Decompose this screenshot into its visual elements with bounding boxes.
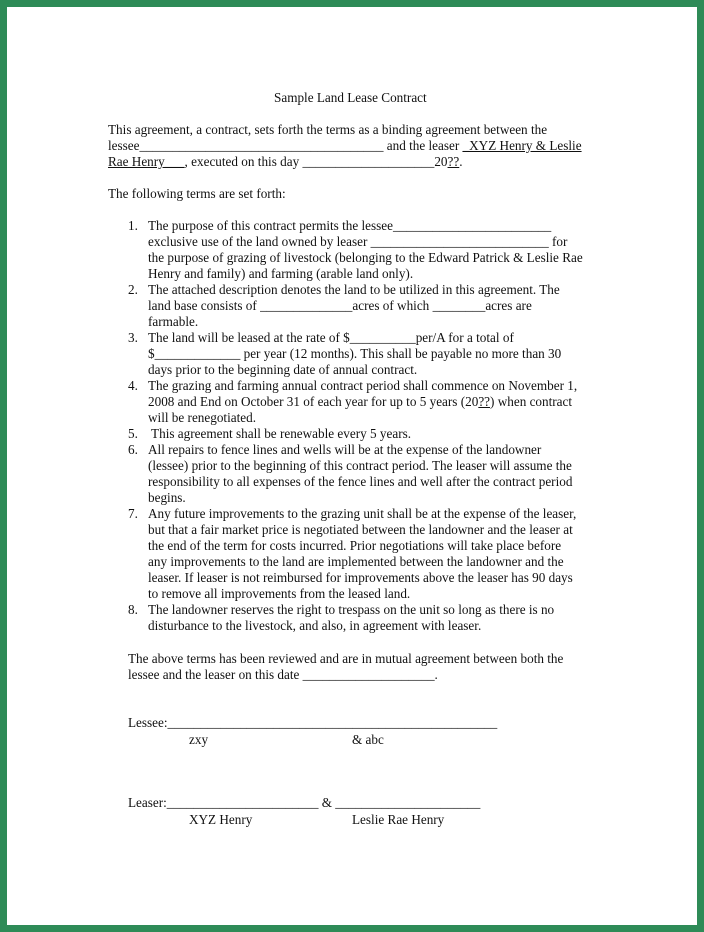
- term-1-number: 1.: [128, 218, 138, 233]
- intro-line-3-suffix: , executed on this day ____________________20: [184, 154, 448, 169]
- term-6-line: begins.: [148, 490, 186, 505]
- term-7-line: Any future improvements to the grazing unit shall be at the expense of the leaser,: [148, 506, 577, 521]
- term-5-line: This agreement shall be renewable every 5 years.: [148, 426, 412, 441]
- term-1-line: exclusive use of the land owned by leaser ___________________________ for: [148, 234, 568, 249]
- leaser-name-continued: Rae Henry___: [108, 154, 185, 169]
- term-3-line: days prior to the beginning date of annual contract.: [148, 362, 418, 377]
- term-4-line: will be renegotiated.: [148, 410, 257, 425]
- term-6-line: (lessee) prior to the beginning of this contract period. The leaser will assume the: [148, 458, 572, 473]
- lessee-name-2: & abc: [352, 732, 384, 747]
- term-7-line: leaser. If leaser is not reimbursed for improvements above the leaser has 90 days: [148, 570, 573, 585]
- term-1-line: The purpose of this contract permits the lessee________________________: [148, 218, 552, 233]
- term-2-line: land base consists of ______________acres of which ________acres are: [148, 298, 532, 313]
- term-7-line: but that a fair market price is negotiated between the landowner and the leaser at: [148, 522, 573, 537]
- term-5-number: 5.: [128, 426, 138, 441]
- term-3-line: The land will be leased at the rate of $__________per/A for a total of: [148, 330, 514, 345]
- leaser-name-underlined: _XYZ Henry & Leslie: [462, 138, 582, 153]
- term-6-number: 6.: [128, 442, 138, 457]
- term-4-line: The grazing and farming annual contract period shall commence on November 1,: [148, 378, 578, 393]
- term-8-number: 8.: [128, 602, 138, 617]
- term-7-number: 7.: [128, 506, 138, 521]
- term-6-line: responsibility to all expenses of the fence lines and well after the contract period: [148, 474, 573, 489]
- term-3-number: 3.: [128, 330, 138, 345]
- document-title: Sample Land Lease Contract: [274, 90, 427, 105]
- lessee-signature-line: Lessee:__________________________________________________: [128, 715, 498, 730]
- lessee-name-1: zxy: [189, 732, 209, 747]
- term-8-line: The landowner reserves the right to trespass on the unit so long as there is no: [148, 602, 555, 617]
- term-2-line: The attached description denotes the land to be utilized in this agreement. The: [148, 282, 560, 297]
- term-6-line: All repairs to fence lines and wells will be at the expense of the landowner: [148, 442, 542, 457]
- intro-line-3-end: .: [459, 154, 463, 169]
- term-7-line: any improvements to the land are implemented between the landowner and the: [148, 554, 564, 569]
- terms-heading: The following terms are set forth:: [108, 186, 286, 201]
- leaser-name-2: Leslie Rae Henry: [352, 812, 445, 827]
- term-7-line: the end of the term for costs incurred. Prior negotiations will take place before: [148, 538, 562, 553]
- term-4-year-placeholder: ??: [478, 394, 491, 409]
- term-2-number: 2.: [128, 282, 138, 297]
- intro-line-2-prefix: lessee_____________________________________ and the leaser: [108, 138, 463, 153]
- term-1-line: the purpose of grazing of livestock (belonging to the Edward Patrick & Leslie Rae: [148, 250, 583, 265]
- intro-line-1: This agreement, a contract, sets forth the terms as a binding agreement between the: [108, 122, 548, 137]
- term-8-line: disturbance to the livestock, and also, in agreement with leaser.: [148, 618, 482, 633]
- closing-line-1: The above terms has been reviewed and are in mutual agreement between both the: [128, 651, 564, 666]
- term-4-line: [148, 394, 572, 410]
- term-4-number: 4.: [128, 378, 138, 393]
- term-4-line-end: ) when contract: [490, 394, 573, 409]
- intro-year-placeholder: ??: [447, 154, 460, 169]
- leaser-signature-line: Leaser:_______________________ & ______________________: [128, 795, 481, 810]
- term-2-line: farmable.: [148, 314, 199, 329]
- closing-line-2: lessee and the leaser on this date ____________________.: [128, 667, 438, 682]
- term-3-line: $_____________ per year (12 months). This shall be payable no more than 30: [148, 346, 562, 361]
- intro-line-3: [108, 154, 463, 170]
- leaser-name-1: XYZ Henry: [189, 812, 253, 827]
- term-7-line: to remove all improvements from the leased land.: [148, 586, 411, 601]
- intro-line-2: [108, 138, 582, 154]
- term-4-line-start: 2008 and End on October 31 of each year for up to 5 years (20: [148, 394, 479, 409]
- term-1-line: Henry and family) and farming (arable land only).: [148, 266, 414, 281]
